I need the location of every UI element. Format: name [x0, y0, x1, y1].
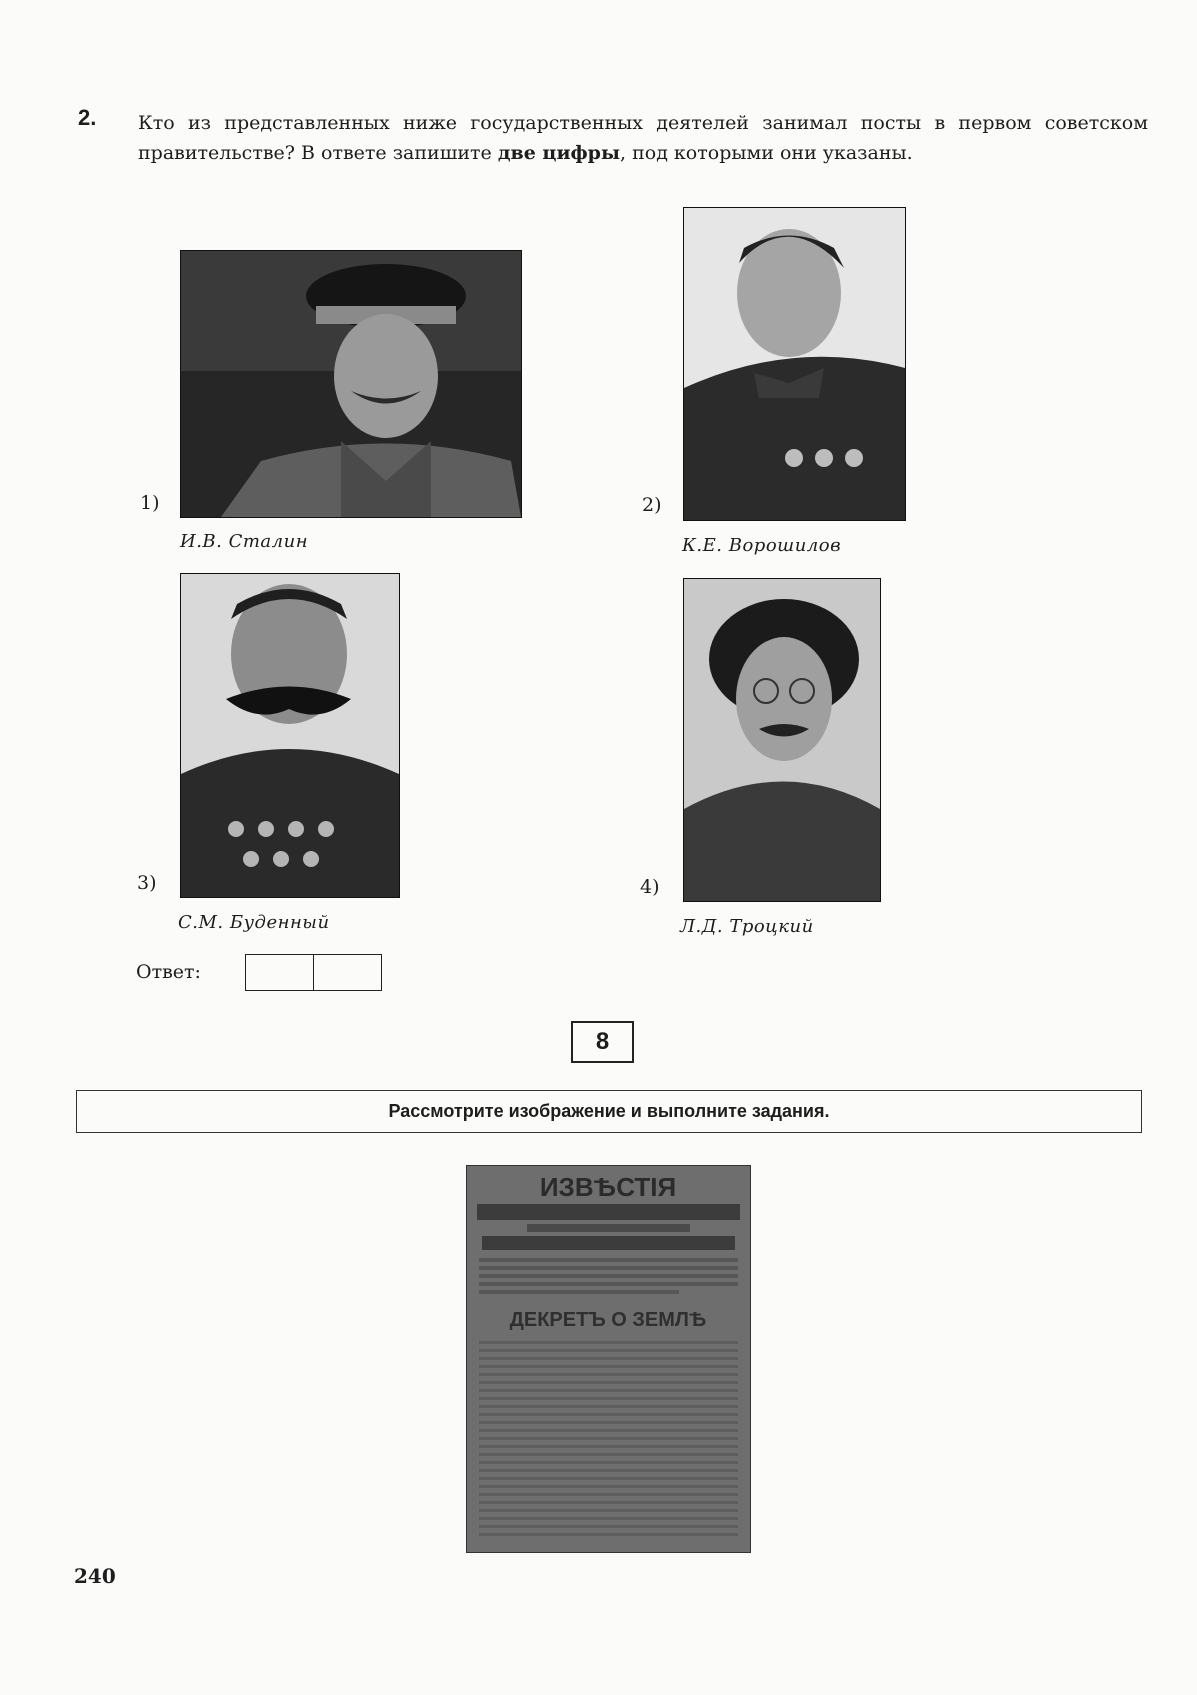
answer-cell-1[interactable]	[246, 955, 313, 990]
newspaper-decree-title: ДЕКРЕТЪ О ЗЕМЛѢ	[509, 1309, 707, 1331]
question-text	[138, 108, 1148, 168]
question-text-bold: две цифры	[497, 142, 621, 164]
portrait-number-2: 2)	[642, 494, 662, 516]
answer-field[interactable]	[245, 954, 382, 991]
portrait-photo-2	[683, 207, 906, 521]
portrait-caption-4: Л.Д. Троцкий	[680, 916, 814, 937]
newspaper-masthead: ИЗВѢСТІЯ	[539, 1172, 677, 1202]
portrait-caption-1: И.В. Сталин	[180, 531, 309, 552]
question-text-part1: Кто из представленных ниже государственных деятелей занимал посты в первом советском правительстве? В ответе запишите	[138, 112, 1148, 164]
portrait-number-4: 4)	[640, 876, 660, 898]
portrait-number-1: 1)	[140, 492, 160, 514]
answer-label: Ответ:	[136, 961, 201, 983]
portrait-number-3: 3)	[137, 872, 157, 894]
question-text-part2: , под которыми они указаны.	[620, 142, 913, 164]
page-number: 240	[74, 1564, 116, 1588]
question-number: 2.	[78, 105, 97, 130]
task-instruction: Рассмотрите изображение и выполните задания.	[76, 1090, 1142, 1133]
portrait-photo-1	[180, 250, 522, 518]
answer-cell-2[interactable]	[313, 955, 381, 990]
portrait-photo-4	[683, 578, 881, 902]
portrait-photo-3	[180, 573, 400, 898]
portrait-caption-2: К.Е. Ворошилов	[682, 535, 842, 556]
newspaper-image	[466, 1165, 751, 1553]
portrait-caption-3: С.М. Буденный	[178, 912, 330, 933]
task-number-box: 8	[571, 1021, 634, 1063]
